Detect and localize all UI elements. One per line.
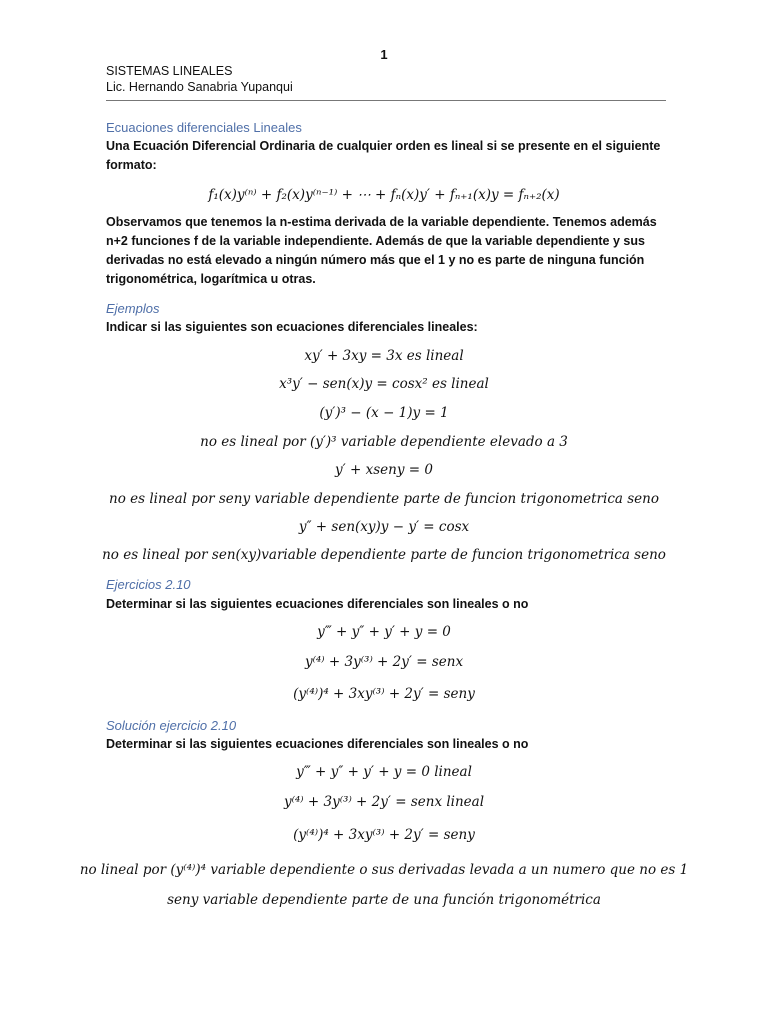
example-line: y″ + sen(xy)y − y′ = cosx (298, 519, 470, 535)
solution-line: (y⁽⁴⁾)⁴ + 3xy⁽³⁾ + 2y′ = seny (293, 827, 475, 843)
solution-line: y‴ + y″ + y′ + y = 0 lineal (296, 764, 472, 780)
example-line: x³y′ − sen(x)y = cosx² es lineal (279, 376, 489, 392)
examples-title: Ejemplos (106, 301, 160, 316)
section-title-linear-ode: Ecuaciones diferenciales Lineales (106, 120, 302, 135)
general-linear-equation: f₁(x)y⁽ⁿ⁾ + f₂(x)y⁽ⁿ⁻¹⁾ + ⋯ + fₙ(x)y′ + fₙ₊₁(x)y = fₙ₊₂(x) (208, 187, 560, 203)
observation-paragraph: Observamos que tenemos la n-estima derivada de la variable dependiente. Tenemos además n+2 funciones f de la variable independiente. Además de que la variable dependiente y sus derivadas no está elevado a ningún número más que el 1 y no es parte de ninguna función trigonométrica, logarítmica u otras. (106, 215, 657, 286)
solution-line: seny variable dependiente parte de una función trigonométrica (167, 892, 601, 908)
examples-prompt: Indicar si las siguientes son ecuaciones diferenciales lineales: (106, 320, 478, 334)
exercise-line: y⁽⁴⁾ + 3y⁽³⁾ + 2y′ = senx (304, 654, 464, 670)
example-line: no es lineal por (y′)³ variable dependiente elevado a 3 (200, 434, 568, 450)
author-name: Lic. Hernando Sanabria Yupanqui (106, 80, 293, 94)
example-line: y′ + xseny = 0 (335, 462, 433, 478)
course-title: SISTEMAS LINEALES (106, 64, 233, 78)
exercises-title: Ejercicios 2.10 (106, 577, 191, 592)
page-number: 1 (380, 47, 388, 62)
example-line: no es lineal por sen(xy)variable dependiente parte de funcion trigonometrica seno (102, 547, 666, 563)
document-header (106, 63, 666, 95)
intro-paragraph: Una Ecuación Diferencial Ordinaria de cualquier orden es lineal si se presente en el siguiente formato: (106, 139, 661, 172)
example-line: no es lineal por seny variable dependiente parte de funcion trigonometrica seno (109, 491, 659, 507)
exercise-line: (y⁽⁴⁾)⁴ + 3xy⁽³⁾ + 2y′ = seny (293, 686, 475, 702)
example-line: (y′)³ − (x − 1)y = 1 (319, 405, 449, 421)
exercises-prompt: Determinar si las siguientes ecuaciones diferenciales son lineales o no (106, 597, 529, 611)
exercise-line: y‴ + y″ + y′ + y = 0 (317, 624, 451, 640)
solution-line: y⁽⁴⁾ + 3y⁽³⁾ + 2y′ = senx lineal (283, 794, 485, 810)
solution-prompt: Determinar si las siguientes ecuaciones diferenciales son lineales o no (106, 737, 529, 751)
solution-title: Solución ejercicio 2.10 (106, 718, 237, 733)
solution-line: no lineal por (y⁽⁴⁾)⁴ variable dependiente o sus derivadas levada a un numero que no es 1 (79, 862, 689, 878)
header-divider (106, 100, 666, 101)
example-line: xy′ + 3xy = 3x es lineal (304, 348, 464, 364)
